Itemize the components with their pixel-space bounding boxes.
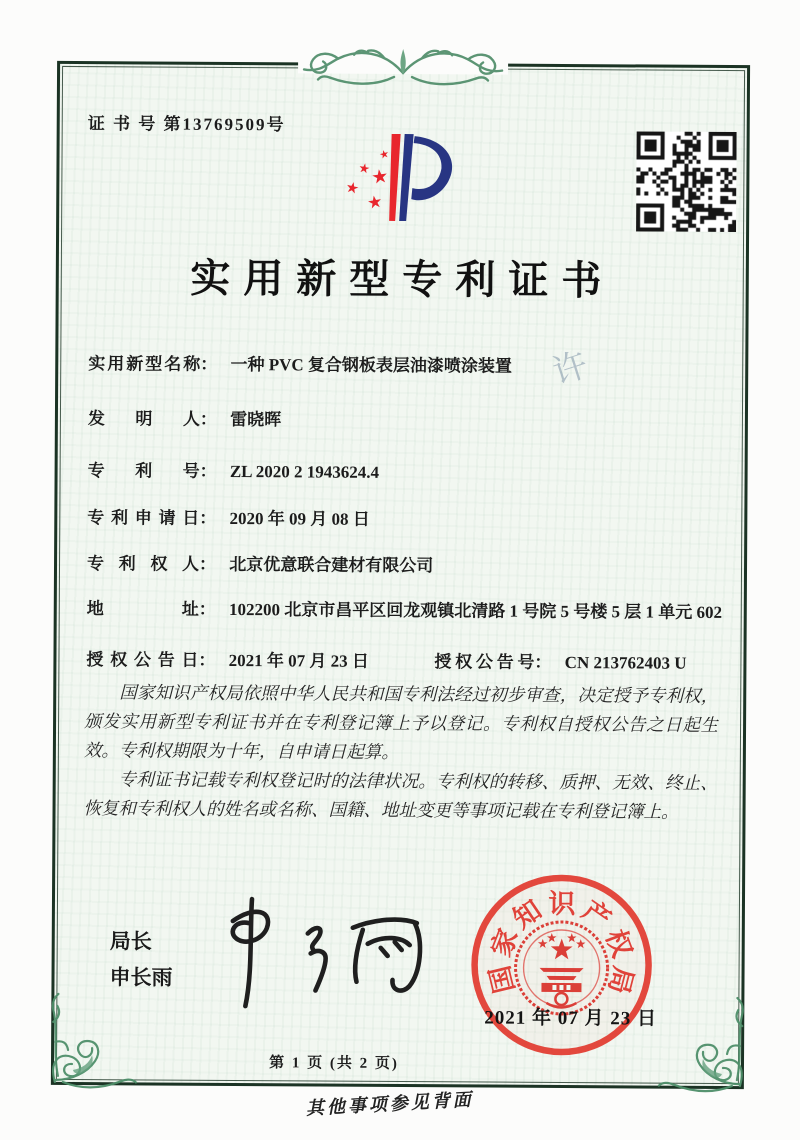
field-row-patent-no [88, 457, 380, 487]
seal-char: 产 [576, 894, 617, 935]
legal-paragraph: 专利证书记载专利权登记时的法律状况。专利权的转移、质押、无效、终止、恢复和专利权人的姓名或名称、国籍、地址变更等事项记载在专利登记簿上。 [83, 769, 718, 822]
field-value: 2020 年 09 月 08 日 [229, 508, 370, 529]
legal-text [83, 678, 718, 827]
signer-name: 申长雨 [109, 966, 173, 990]
seal-char: 识 [548, 888, 576, 920]
field-value: ZL 2020 2 1943624.4 [229, 461, 380, 482]
field-label: 实用新型名称 [88, 354, 201, 374]
cnipa-red-seal-icon [467, 870, 656, 1059]
seal-date: 2021 年 07 月 23 日 [484, 1007, 658, 1030]
field-label: 授权公告日 [86, 650, 199, 670]
colon: ： [198, 650, 216, 670]
field-value: 2021 年 07 月 23 日 [228, 650, 370, 671]
field-row-address [87, 595, 734, 627]
logo-star-icon: ★ [378, 147, 391, 162]
seal-char: 权 [599, 925, 638, 962]
field-row-filing-date [87, 504, 370, 534]
seal-char: 局 [602, 963, 639, 997]
qr-code-icon [636, 131, 737, 232]
field-label: 专利号 [87, 461, 200, 481]
certificate-number: 证 书 号 第13769509号 [87, 114, 286, 135]
logo-p-mark [335, 116, 506, 239]
top-flourish-ornament [272, 42, 534, 98]
legal-paragraph: 国家知识产权局依照中华人民共和国专利法经过初步审查，决定授予专利权，颁发实用新型专利证书并在专利登记簿上予以登记。专利权自授权公告之日起生效。专利权期限为十年，自申请日起算。 [83, 682, 719, 763]
logo-star-icon: ★ [370, 165, 390, 189]
field-label: 专利申请日 [87, 508, 200, 528]
logo-star-icon: ★ [357, 159, 372, 177]
certificate-frame [51, 61, 750, 1089]
field-label: 发明人 [87, 409, 200, 429]
field-pair-grant-no [434, 648, 686, 678]
bottom-left-flourish [41, 984, 154, 1097]
colon: ： [198, 554, 217, 574]
colon: ： [199, 409, 217, 429]
colon: ： [199, 461, 217, 481]
field-row-name [88, 350, 512, 381]
shen-changyu-signature-icon [204, 891, 445, 1017]
field-value: 雷晓晖 [230, 409, 282, 430]
field-row-inventor [88, 405, 281, 434]
bottom-right-flourish [642, 987, 755, 1100]
field-label: 专利权人 [86, 554, 200, 574]
field-value: 102200 北京市昌平区回龙观镇北清路 1 号院 5 号楼 5 层 1 单元 602 [228, 599, 723, 622]
back-note: 其他事项参见背面 [305, 1089, 475, 1119]
field-row-patentee [87, 550, 433, 580]
seal-char: 知 [507, 894, 547, 935]
colon: ： [200, 354, 218, 374]
colon: ： [534, 652, 552, 672]
colon: ： [199, 508, 217, 528]
handwritten-pencil-mark: 许 [548, 345, 593, 393]
logo-star-icon: ★ [365, 191, 384, 213]
seal-char: 国 [484, 962, 521, 997]
field-row-grant [86, 646, 687, 676]
field-value: 北京优意联合建材有限公司 [229, 554, 434, 576]
cnipa-logo-icon [335, 116, 506, 239]
field-value: CN 213762403 U [564, 653, 687, 673]
page-number: 第 1 页 (共 2 页) [269, 1055, 399, 1073]
logo-star-icon: ★ [343, 179, 361, 198]
field-label: 地址 [86, 599, 199, 619]
field-value: 一种 PVC 复合钢板表层油漆喷涂装置 [230, 354, 512, 376]
seal-char: 家 [485, 924, 524, 961]
field-label: 授权公告号 [434, 652, 535, 672]
signer-title: 局长 [109, 930, 152, 954]
colon: ： [198, 599, 216, 619]
certificate-title: 实用新型专利证书 [190, 255, 615, 304]
